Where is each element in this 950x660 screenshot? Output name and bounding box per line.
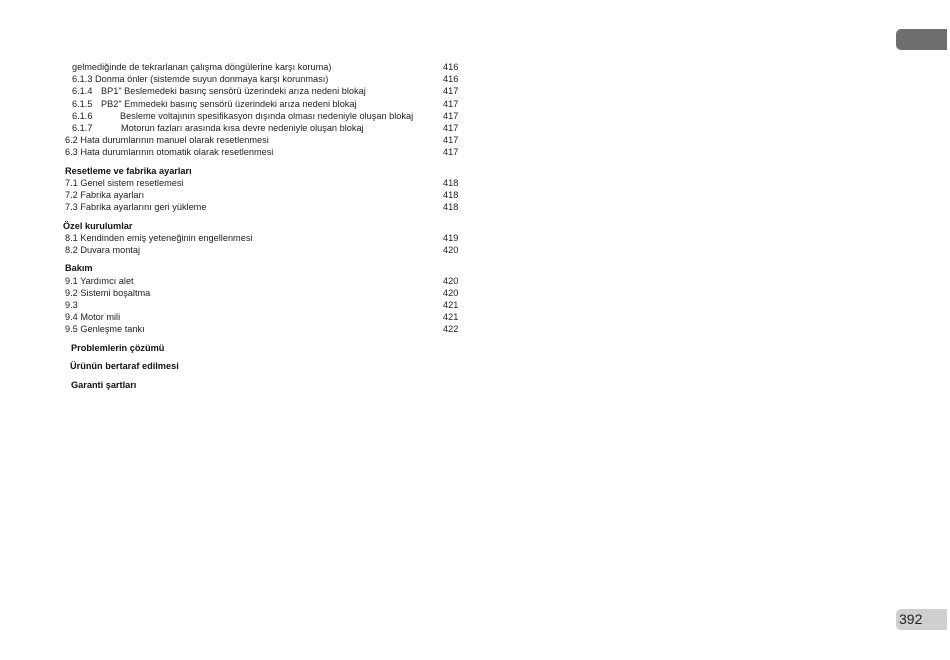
toc-entry-number: 6.1.5 [72,99,93,109]
toc-entry-title: PB2" Emmedeki basınç sensörü üzerindeki arıza nedeni blokaj [101,99,357,109]
toc-entry-number: 6.1.6 [72,111,93,121]
page-number: 392 [896,609,947,630]
section-heading-troubleshooting[interactable]: Problemlerin çözümü [71,343,165,353]
toc-entry-title: 6.2 Hata durumlarının manuel olarak resetlenmesi [65,135,269,145]
toc-entry-page: 421 [443,300,459,310]
toc-entry-title: 7.1 Genel sistem resetlemesi [65,178,184,188]
toc-entry-page: 417 [443,135,459,145]
section-heading-reset[interactable]: Resetleme ve fabrika ayarları [65,166,192,176]
section-heading-maintenance[interactable]: Bakım [65,263,93,273]
section-heading-special-installations[interactable]: Özel kurulumlar [63,221,133,231]
toc-entry-page: 420 [443,276,459,286]
toc-entry-page: 416 [443,74,459,84]
toc-entry-page: 420 [443,245,459,255]
toc-entry-page: 418 [443,178,459,188]
toc-entry-page: 418 [443,202,459,212]
toc-entry-page: 420 [443,288,459,298]
toc-entry-number: 6.1.7 [72,123,93,133]
toc-entry-number: 6.1.3 [72,74,93,84]
toc-entry-title: 9.5 Genleşme tankı [65,324,145,334]
toc-entry-page: 419 [443,233,459,243]
toc-entry-page: 417 [443,123,459,133]
toc-entry-page: 416 [443,62,459,72]
toc-entry-page: 417 [443,86,459,96]
toc-entry-number: 6.1.4 [72,86,93,96]
toc-entry-title: BP1" Beslemedeki basınç sensörü üzerindeki arıza nedeni blokaj [101,86,366,96]
toc-entry-title: 7.3 Fabrika ayarlarını geri yükleme [65,202,207,212]
toc-entry-title: 9.3 [65,300,78,310]
toc-entry-title: Motorun fazları arasında kısa devre nedeniyle oluşan blokaj [121,123,364,133]
toc-entry-title: 7.2 Fabrika ayarları [65,190,145,200]
toc-entry-title: 9.4 Motor mili [65,312,121,322]
toc-entry-title: Besleme voltajının spesifikasyon dışında olması nedeniyle oluşan blokaj [120,111,414,121]
toc-entry-title: 8.2 Duvara montaj [65,245,141,255]
toc-entry-title: Donma önler (sistemde suyun donmaya karşı korunması) [95,74,329,84]
toc-entry-title: 9.1 Yardımcı alet [65,276,134,286]
toc-entry-title: 9.2 Sistemi boşaltma [65,288,151,298]
toc-entry-page: 417 [443,147,459,157]
toc-entry-page: 417 [443,99,459,109]
language-tab [896,29,947,50]
toc-entry-page: 418 [443,190,459,200]
toc-entry-title: 8.1 Kendinden emiş yeteneğinin engellenmesi [65,233,253,243]
section-heading-disposal[interactable]: Ürünün bertaraf edilmesi [70,361,179,371]
section-heading-warranty[interactable]: Garanti şartları [71,380,137,390]
toc-entry-title: gelmediğinde de tekrarlanan çalışma döngülerine karşı koruma) [72,62,332,72]
toc-entry-page: 417 [443,111,459,121]
toc-entry-title: 6.3 Hata durumlarının otomatik olarak resetlenmesi [65,147,274,157]
toc-entry-page: 422 [443,324,459,334]
toc-entry-page: 421 [443,312,459,322]
